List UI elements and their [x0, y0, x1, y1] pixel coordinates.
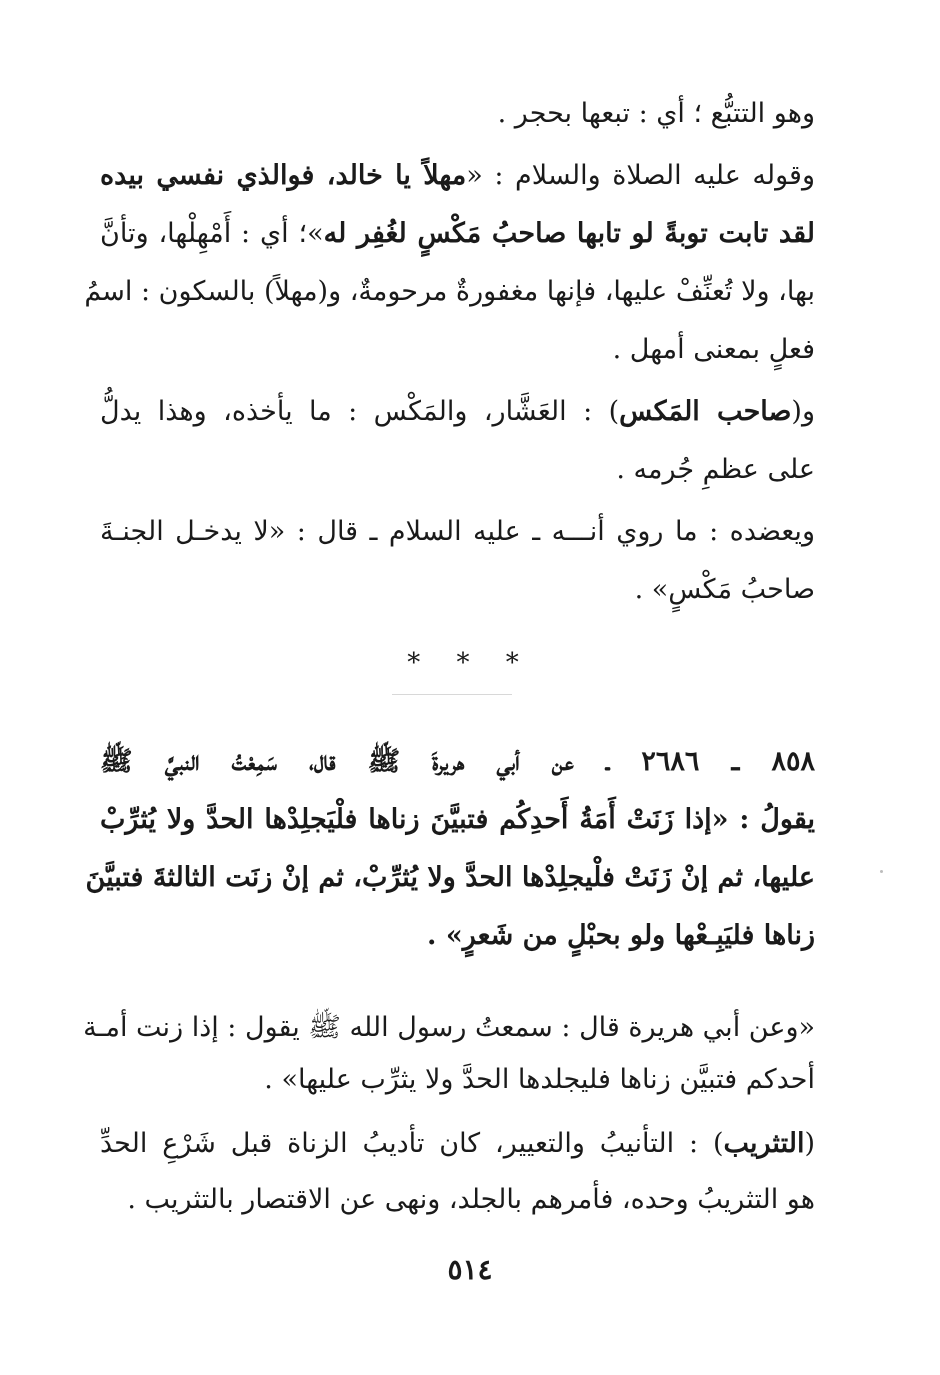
- text-run-bold: التثريب: [723, 1128, 805, 1159]
- text-run: ويعضده : ما روي أنـــه ـ عليه السلام ـ قال : «لا يدخـل الجنـةَ: [100, 516, 815, 547]
- text-run: هو التثريبُ وحده، فأمرهم بالجلد، ونهى عن الاقتصار بالتثريب .: [127, 1184, 815, 1215]
- scan-speck: [880, 870, 883, 873]
- text-run: فعلٍ بمعنى أمهل .: [612, 334, 815, 365]
- hadith-line: [100, 916, 815, 956]
- text-run: بها، ولا تُعنِّفْ عليها، فإنها مغفورةٌ مرحومةٌ، و(مهلاً) بالسكون : اسمُ: [84, 276, 815, 307]
- section-separator: * * *: [407, 648, 533, 678]
- hadith-line: [85, 858, 815, 898]
- text-run: على عظمِ جُرمه .: [616, 454, 815, 485]
- text-run: «وعن أبي هريرة قال : سمعتُ رسول الله ﷺ يقول : إذا زنت أمـة: [83, 1012, 815, 1043]
- text-line: [100, 1124, 815, 1164]
- text-run: ) : العَشَّار، والمَكْس : ما يأخذه، وهذا يدلُّ: [100, 396, 620, 427]
- text-line: [100, 1060, 815, 1100]
- text-run: وقوله عليه الصلاة والسلام : «: [466, 160, 816, 191]
- text-run-bold: يقولُ : «إذا زَنَتْ أَمَةُ أَحدِكُم فتبيَّنَ زناها فلْيَجلِدْها الحدَّ ولا يُثرِّبْ: [100, 804, 815, 835]
- text-line: [100, 450, 815, 490]
- text-run: »؛ أي : أَمْهِلْها، وتأنَّ: [100, 218, 324, 249]
- page-number: ٥١٤: [447, 1253, 493, 1286]
- text-run: صاحبُ مَكْسٍ» .: [634, 574, 815, 605]
- text-line: [100, 570, 815, 610]
- text-line: [83, 1008, 815, 1048]
- hadith-line: [100, 800, 815, 840]
- text-run: ) : التأنيبُ والتعيير، كان تأديبُ الزناة قبل شَرْعِ الحدِّ: [100, 1128, 724, 1159]
- text-run-bold: مهلاً يا خالد، فوالذي نفسي بيده: [100, 160, 467, 191]
- hadith-line: [100, 742, 815, 782]
- text-run-bold: ٨٥٨ ـ ٢٦٨٦ ـ عن أبي هريرةَ ﷺ قال، سَمِعْتُ النبيَّ ﷺ: [100, 746, 815, 777]
- text-run: و(: [791, 396, 815, 427]
- text-line: [100, 392, 815, 432]
- text-run: (: [804, 1128, 815, 1159]
- text-run: وهو التتبُّع ؛ أي : تبعها بحجر .: [497, 98, 815, 129]
- text-run-bold: صاحب المَكس: [619, 396, 792, 427]
- text-line: [100, 156, 815, 196]
- text-line: [100, 512, 815, 552]
- text-run-bold: عليها، ثم إنْ زَنَتْ فلْيجلِدْها الحدَّ ولا يُثرِّبْ، ثم إنْ زنَت الثالثةَ فتبيَّنَ: [85, 862, 815, 893]
- text-line: [100, 330, 815, 370]
- text-line: [100, 1180, 815, 1220]
- text-run-bold: زناها فليَبِـعْها ولو بحبْلٍ من شَعرٍ» .: [427, 920, 815, 951]
- text-line: [100, 214, 815, 254]
- text-line: [100, 94, 815, 134]
- text-line: [84, 272, 815, 312]
- text-run: أحدكم فتبيَّن زناها فليجلدها الحدَّ ولا يثرِّب عليها» .: [264, 1064, 815, 1095]
- text-run-bold: لقد تابت توبةً لو تابها صاحبُ مَكْسٍ لغُفِر له: [323, 218, 815, 249]
- divider-hairline: [392, 694, 512, 695]
